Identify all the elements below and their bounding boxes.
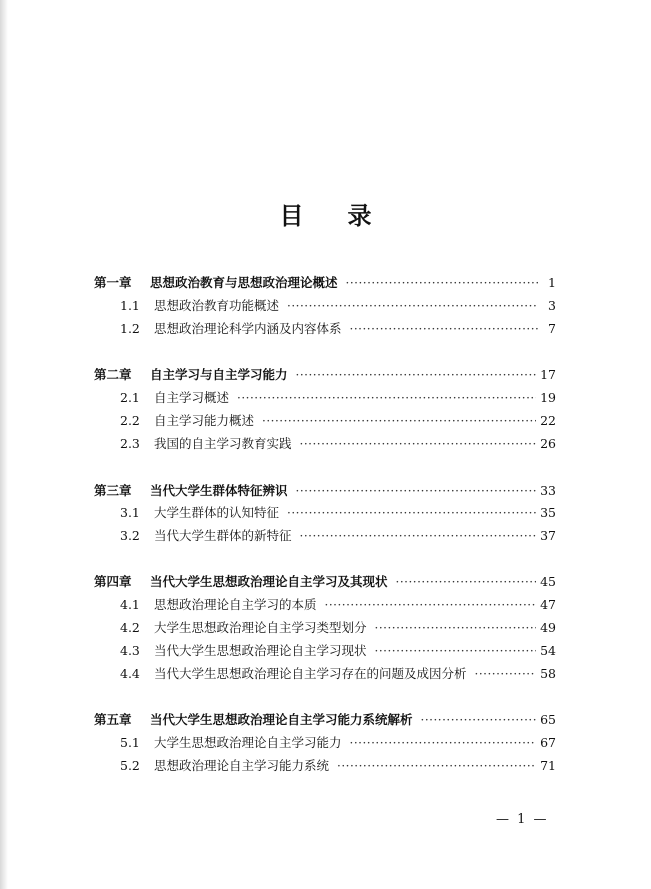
dot-leader (300, 526, 537, 546)
dot-leader (375, 618, 537, 638)
dot-leader (296, 481, 537, 501)
toc-entry-title: 大学生群体的认知特征 (154, 505, 280, 520)
toc-entry-number: 第二章 (94, 367, 132, 382)
dot-leader (262, 411, 536, 431)
toc-entry-title: 思想政治理论科学内涵及内容体系 (154, 321, 342, 336)
toc-entry-number: 5.1 (120, 735, 140, 750)
toc-entry-title: 思想政治教育与思想政治理论概述 (150, 275, 338, 290)
dot-leader (421, 710, 537, 730)
toc-entry-title: 自主学习能力概述 (154, 413, 255, 428)
toc-entry-number: 4.2 (120, 620, 140, 635)
page-number: — 1 — (496, 812, 549, 827)
dot-leader (396, 572, 537, 592)
dot-leader (296, 365, 537, 385)
toc-entry-title: 当代大学生思想政治理论自主学习及其现状 (150, 574, 388, 589)
toc-entry-title: 当代大学生群体的新特征 (154, 528, 292, 543)
toc-entry-page: 47 (540, 597, 556, 612)
toc-entry-title: 我国的自主学习教育实践 (154, 436, 292, 451)
page-edge-shadow (0, 0, 8, 889)
toc-entry-number: 第一章 (94, 275, 132, 290)
toc-entry-number: 2.2 (120, 413, 140, 428)
dot-leader (237, 388, 536, 408)
toc-entry-number: 4.4 (120, 666, 140, 681)
toc-entry-number: 1.2 (120, 321, 140, 336)
toc-section-entry[interactable] (120, 641, 556, 661)
toc-entry-title: 当代大学生思想政治理论自主学习能力系统解析 (150, 712, 413, 727)
toc-entry-page: 65 (540, 712, 556, 727)
toc-entry-page: 26 (540, 436, 556, 451)
toc-entry-page: 67 (540, 735, 556, 750)
page-title (0, 196, 651, 231)
toc-entry-number: 1.1 (120, 298, 140, 313)
toc-entry-title: 思想政治教育功能概述 (154, 298, 280, 313)
dot-leader (287, 296, 538, 316)
toc-entry-page: 33 (540, 483, 556, 498)
toc-chapter-entry[interactable] (94, 710, 556, 730)
toc-entry-page: 45 (540, 574, 556, 589)
toc-entry-title: 自主学习概述 (154, 390, 230, 405)
title-char-2: 录 (347, 201, 372, 230)
toc-section-entry[interactable] (120, 503, 556, 523)
toc-chapter-entry[interactable] (94, 273, 556, 293)
toc-section-entry[interactable] (120, 411, 556, 431)
toc-entry-page: 49 (540, 620, 556, 635)
toc-section-entry[interactable] (120, 618, 556, 638)
toc-entry-number: 2.1 (120, 390, 140, 405)
toc-entry-page: 58 (540, 666, 556, 681)
toc-section-entry[interactable] (120, 319, 556, 339)
dot-leader (350, 319, 538, 339)
dot-leader (475, 664, 537, 684)
toc-entry-number: 第三章 (94, 483, 132, 498)
toc-entry-page: 35 (540, 505, 556, 520)
dot-leader (300, 434, 537, 454)
dot-leader (325, 595, 537, 615)
toc-entry-page: 19 (540, 390, 556, 405)
dot-leader (350, 733, 537, 753)
toc-entry-page: 17 (540, 367, 556, 382)
toc-entry-number: 第四章 (94, 574, 132, 589)
toc-section-entry[interactable] (120, 434, 556, 454)
toc-entry-number: 3.1 (120, 505, 140, 520)
toc-entry-page: 3 (548, 298, 556, 313)
toc-entry-number: 4.3 (120, 643, 140, 658)
toc-section-entry[interactable] (120, 526, 556, 546)
toc-section-entry[interactable] (120, 595, 556, 615)
toc-entry-page: 54 (540, 643, 556, 658)
toc-entry-title: 思想政治理论自主学习的本质 (154, 597, 317, 612)
dot-leader (375, 641, 537, 661)
toc-section-entry[interactable] (120, 733, 556, 753)
toc-section-entry[interactable] (120, 756, 556, 776)
toc-chapter-entry[interactable] (94, 481, 556, 501)
toc-section-entry[interactable] (120, 664, 556, 684)
toc-entry-title: 自主学习与自主学习能力 (150, 367, 288, 382)
toc-chapter-entry[interactable] (94, 365, 556, 385)
toc-entry-page: 22 (540, 413, 556, 428)
toc-entry-number: 4.1 (120, 597, 140, 612)
toc-entry-number: 2.3 (120, 436, 140, 451)
toc-entry-title: 思想政治理论自主学习能力系统 (154, 758, 330, 773)
toc-section-entry[interactable] (120, 296, 556, 316)
toc-entry-number: 第五章 (94, 712, 132, 727)
toc-entry-number: 3.2 (120, 528, 140, 543)
toc-chapter-entry[interactable] (94, 572, 556, 592)
dot-leader (337, 756, 536, 776)
toc-entry-title: 当代大学生思想政治理论自主学习现状 (154, 643, 367, 658)
toc-entry-title: 当代大学生群体特征辨识 (150, 483, 288, 498)
toc-entry-title: 当代大学生思想政治理论自主学习存在的问题及成因分析 (154, 666, 467, 681)
toc-entry-title: 大学生思想政治理论自主学习能力 (154, 735, 342, 750)
toc-section-entry[interactable] (120, 388, 556, 408)
dot-leader (346, 273, 538, 293)
title-char-1: 目 (279, 201, 304, 230)
toc-entry-page: 71 (540, 758, 556, 773)
toc-entry-page: 1 (548, 275, 556, 290)
toc-entry-number: 5.2 (120, 758, 140, 773)
toc-entry-title: 大学生思想政治理论自主学习类型划分 (154, 620, 367, 635)
toc-entry-page: 37 (540, 528, 556, 543)
toc-entry-page: 7 (548, 321, 556, 336)
dot-leader (287, 503, 536, 523)
